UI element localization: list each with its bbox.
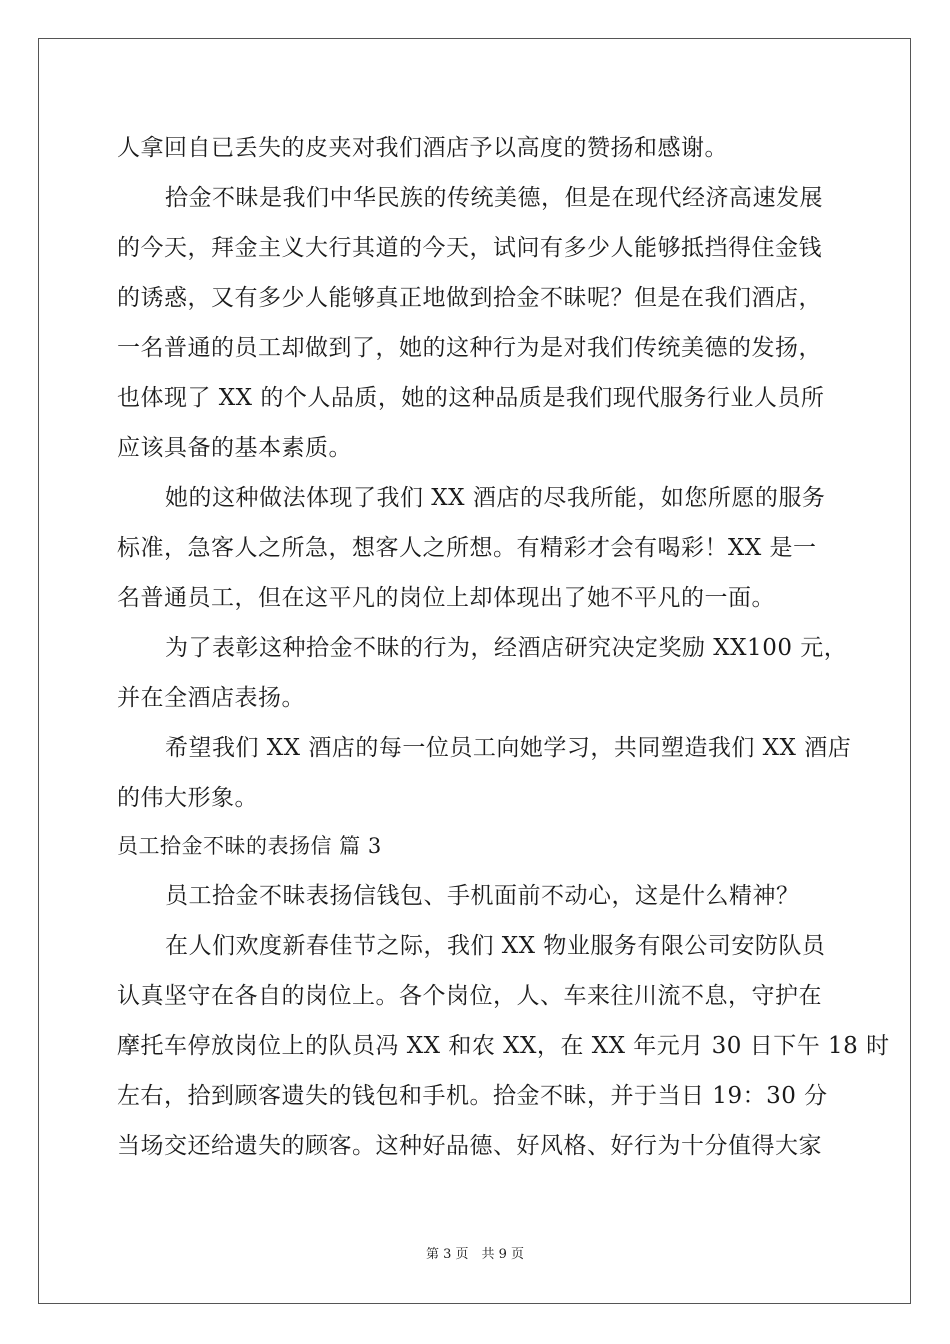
text-line: 并在全酒店表扬。 bbox=[117, 685, 305, 711]
text-line: 为了表彰这种拾金不昧的行为，经酒店研究决定奖励 XX100 元， bbox=[165, 635, 848, 661]
text-line: 名普通员工，但在这平凡的岗位上却体现出了她不平凡的一面。 bbox=[117, 585, 775, 611]
page-border bbox=[38, 38, 911, 1304]
text-line: 标准，急客人之所急，想客人之所想。有精彩才会有喝彩！XX 是一 bbox=[117, 535, 817, 561]
text-line: 的诱惑，又有多少人能够真正地做到拾金不昧呢？但是在我们酒店， bbox=[117, 285, 822, 311]
text-line: 应该具备的基本素质。 bbox=[117, 435, 352, 461]
text-line: 拾金不昧是我们中华民族的传统美德，但是在现代经济高速发展 bbox=[165, 185, 823, 211]
text-line: 的伟大形象。 bbox=[117, 785, 258, 811]
section-heading: 员工拾金不昧的表扬信 篇 3 bbox=[117, 834, 382, 858]
text-line: 左右，拾到顾客遗失的钱包和手机。拾金不昧，并于当日 19：30 分 bbox=[117, 1083, 828, 1109]
text-line: 当场交还给遗失的顾客。这种好品德、好风格、好行为十分值得大家 bbox=[117, 1133, 822, 1159]
page-number: 第 3 页 共 9 页 bbox=[425, 1247, 525, 1262]
text-line: 一名普通的员工却做到了，她的这种行为是对我们传统美德的发扬， bbox=[117, 335, 822, 361]
text-line: 也体现了 XX 的个人品质，她的这种品质是我们现代服务行业人员所 bbox=[117, 385, 825, 411]
text-line: 摩托车停放岗位上的队员冯 XX 和农 XX，在 XX 年元月 30 日下午 18 时 bbox=[117, 1033, 890, 1059]
text-line: 人拿回自已丢失的皮夹对我们酒店予以高度的赞扬和感谢。 bbox=[117, 135, 728, 161]
text-line: 认真坚守在各自的岗位上。各个岗位，人、车来往川流不息，守护在 bbox=[117, 983, 822, 1009]
text-line: 在人们欢度新春佳节之际，我们 XX 物业服务有限公司安防队员 bbox=[165, 933, 826, 959]
text-line: 希望我们 XX 酒店的每一位员工向她学习，共同塑造我们 XX 酒店 bbox=[165, 735, 852, 761]
text-line: 她的这种做法体现了我们 XX 酒店的尽我所能，如您所愿的服务 bbox=[165, 485, 826, 511]
text-line: 员工拾金不昧表扬信钱包、手机面前不动心，这是什么精神？ bbox=[165, 883, 800, 909]
text-line: 的今天，拜金主义大行其道的今天，试问有多少人能够抵挡得住金钱 bbox=[117, 235, 822, 261]
